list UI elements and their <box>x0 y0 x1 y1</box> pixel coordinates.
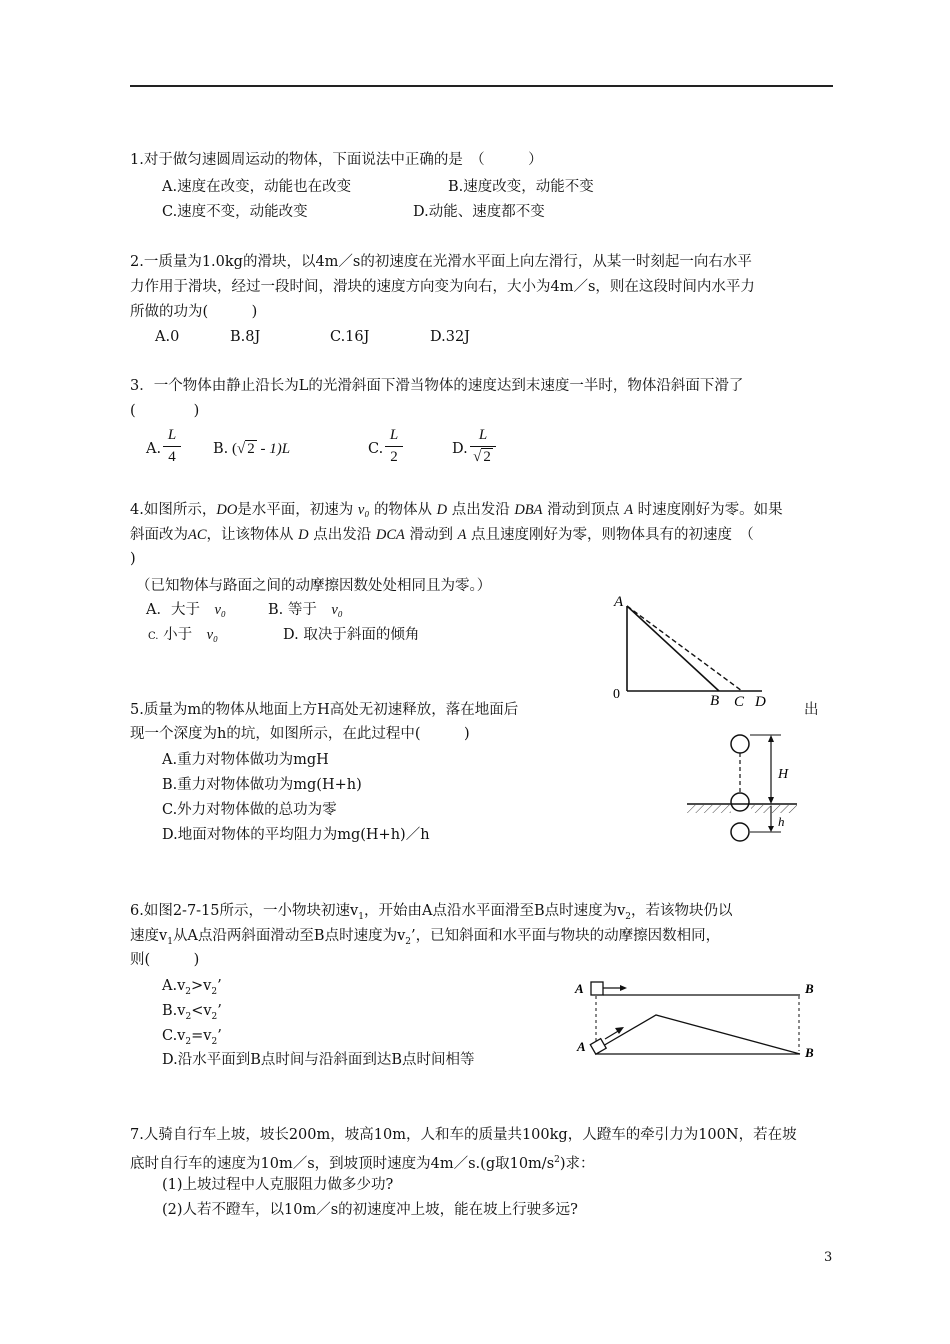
q3-option-d-radicand: 2 <box>483 449 491 465</box>
q4-line4: （已知物体与路面之间的动摩擦因数处处相同且为零。） <box>136 578 492 594</box>
q4-text: 斜面改为 <box>130 527 188 543</box>
fig-label-d: D <box>755 694 766 710</box>
fig-ball-pit <box>731 823 749 841</box>
q4-line2 <box>130 525 754 545</box>
q3-line2: ( ) <box>130 403 200 419</box>
q5-line1-tail: 出 <box>804 702 819 718</box>
q4-text: 时速度刚好为零。如果 <box>633 502 783 518</box>
q6-text: ’，已知斜面和水平面与物块的动摩擦因数相同， <box>411 928 721 944</box>
q4-text: 的物体从 <box>369 502 437 518</box>
q1-option-b: B.速度改变，动能不变 <box>448 179 594 195</box>
q3-option-c-numerator: L <box>389 427 399 443</box>
fig-ground-hatch-right <box>751 805 797 813</box>
fig-label-a-bottom: A <box>577 1039 586 1054</box>
q6-subscript: 1 <box>167 936 173 947</box>
q4-var-dba: DBA <box>514 502 543 518</box>
q4-var-d: D <box>436 502 448 518</box>
q3-option-b-label: B. <box>213 441 229 457</box>
q3-option-c-label: C. <box>368 441 384 457</box>
q6-text: C.v <box>162 1028 186 1044</box>
q7-text: 底时自行车的速度为10m／s，到坡顶时速度为4m／s.(g取10m/s <box>130 1155 555 1172</box>
q4-option-d: D. 取决于斜面的倾角 <box>283 627 420 643</box>
q1-option-a: A.速度在改变，动能也在改变 <box>162 179 352 195</box>
q3-option-d-numerator: L <box>478 427 488 443</box>
fig-incline-ac <box>627 606 742 691</box>
q3-option-a-fraction <box>163 427 181 466</box>
q4-var-dca: DCA <box>375 527 405 543</box>
q6-subscript: 1 <box>358 911 364 922</box>
q4-text: 是水平面，初速为 <box>237 502 358 518</box>
fig-label-b-top: B <box>805 981 814 996</box>
q6-subscript: 2 <box>185 986 192 997</box>
q3-option-d-denominator <box>473 449 493 466</box>
q6-text: ’ <box>217 1003 222 1019</box>
q5-line2: 现一个深度为h的坑，如图所示，在此过程中( ) <box>130 726 470 742</box>
q6-text: ，若该物块仍以 <box>631 903 733 919</box>
fig-label-b-bottom: B <box>805 1045 814 1060</box>
q7-subquestion-1: (1)上坡过程中人克服阻力做多少功? <box>162 1177 394 1193</box>
q2-line3: 所做的功为( ) <box>130 304 258 320</box>
q6-text: ，开始由A点沿水平面滑至B点时速度为v <box>363 903 626 919</box>
q6-text: A.v <box>162 978 186 994</box>
q2-option-b: B.8J <box>230 329 261 345</box>
q4-var-do: DO <box>216 502 238 518</box>
q3-line1: 3．一个物体由静止沿长为L的光滑斜面下滑当物体的速度达到末速度一半时，物体沿斜面下滑了 <box>130 378 744 394</box>
fraction-bar <box>470 446 496 447</box>
q5-line1: 5.质量为m的物体从地面上方H高处无初速释放，落在地面后 <box>130 702 519 718</box>
q4-var-a: A <box>457 527 467 543</box>
q4-text: 4.如图所示， <box>130 502 217 518</box>
fig-label-H: H <box>778 767 789 782</box>
q4-line3: ) <box>130 551 136 567</box>
q4-var-v0: v₀ <box>331 602 343 618</box>
q6-option-c <box>162 1026 222 1052</box>
fig-ground-hatch-left <box>687 805 731 813</box>
fig-arrowhead <box>615 1027 624 1034</box>
q4-option-c-letter: C. <box>148 631 159 642</box>
q7-line1: 7.人骑自行车上坡，坡长200m，坡高10m，人和车的质量共100kg，人蹬车的牵引力为100N，若在坡 <box>130 1127 797 1143</box>
q3-option-a-numerator: L <box>167 427 177 443</box>
q6-subscript: 2 <box>625 911 632 922</box>
q4-option-c <box>148 625 218 647</box>
q3-option-c-fraction <box>385 427 403 466</box>
q2-option-c: C.16J <box>330 329 370 345</box>
fig-arrowhead <box>768 797 774 804</box>
page-number: 3 <box>824 1250 833 1265</box>
q4-text: 点出发沿 <box>308 527 376 543</box>
fig-label-h: h <box>778 814 785 829</box>
q3-option-b-rest: - 1)L <box>256 441 291 457</box>
q4-incline-figure <box>600 585 780 710</box>
fig-block-slope <box>590 1039 606 1055</box>
fig-block-top <box>591 982 603 995</box>
sqrt-sign: √ <box>473 449 482 465</box>
q2-line2: 力作用于滑块，经过一段时间，滑块的速度方向变为向右，大小为4m／s，则在这段时间内水平力 <box>130 279 755 295</box>
q6-subscript: 2 <box>211 1036 218 1047</box>
q6-slope-figure <box>570 975 830 1065</box>
q6-text: =v <box>191 1028 212 1044</box>
q4-option-c-text: 小于 <box>158 627 207 643</box>
q4-text: 点出发沿 <box>447 502 515 518</box>
fraction-bar <box>163 446 181 447</box>
q6-subscript: 2 <box>405 936 411 947</box>
fig-incline-ab <box>627 606 719 691</box>
q6-text: ’ <box>217 978 222 994</box>
q6-text: 速度v <box>130 928 168 944</box>
q3-option-d-fraction <box>470 427 496 466</box>
q6-text: 从A点沿两斜面滑动至B点时速度为v <box>172 928 406 944</box>
q5-fall-figure <box>685 730 805 848</box>
q7-text: )求： <box>559 1155 595 1172</box>
q4-var-v0: v₀ <box>214 602 226 618</box>
q7-superscript: 2 <box>554 1155 560 1165</box>
q6-text: <v <box>191 1003 212 1019</box>
q4-text: 滑动到顶点 <box>542 502 625 518</box>
q4-var-d: D <box>298 527 309 543</box>
q6-line2 <box>130 926 720 952</box>
q6-text: 6.如图2-7-15所示，一小物块初速v <box>130 903 359 919</box>
q3-option-d-label: D. <box>452 441 468 457</box>
q4-text: 点且速度刚好为零，则物体具有的初速度 （ <box>466 527 754 543</box>
q3-option-c-denominator: 2 <box>390 449 398 465</box>
q1-option-c: C.速度不变，动能改变 <box>162 204 308 220</box>
q4-option-b-text: B. 等于 <box>268 602 332 618</box>
q7-line2 <box>130 1150 595 1174</box>
q3-option-b-expression <box>232 439 290 459</box>
q6-option-a <box>162 976 222 1002</box>
fig-arrowhead <box>768 735 774 742</box>
q6-text: B.v <box>162 1003 186 1019</box>
fig-label-b: B <box>710 693 720 709</box>
q6-text: ’ <box>217 1028 222 1044</box>
header-rule <box>130 85 833 87</box>
q6-line3: 则( ) <box>130 952 200 968</box>
q4-var-v0: v₀ <box>206 627 219 643</box>
fig-ball-top <box>731 735 749 753</box>
fig-ball-ground <box>731 793 749 811</box>
q6-text: >v <box>191 978 212 994</box>
q3-option-a-label: A. <box>146 441 162 457</box>
fig-label-o: 0 <box>613 687 620 702</box>
q4-var-a: A <box>624 502 634 518</box>
q3-option-b-root <box>237 440 257 457</box>
q7-subquestion-2: (2)人若不蹬车，以10m／s的初速度冲上坡，能在坡上行驶多远? <box>162 1202 578 1218</box>
q3-option-b-open-paren: ( <box>232 441 237 457</box>
q6-subscript: 2 <box>211 986 218 997</box>
q4-text: ，让该物体从 <box>206 527 299 543</box>
q4-option-a-text: A．大于 <box>146 602 215 618</box>
q6-option-d: D.沿水平面到B点时间与沿斜面到达B点时间相等 <box>162 1052 475 1068</box>
fig-label-a-top: A <box>575 981 584 996</box>
q4-option-a <box>146 600 226 620</box>
q2-option-d: D.32J <box>430 329 470 345</box>
fig-two-slopes <box>596 1015 800 1054</box>
q5-option-b: B.重力对物体做功为mg(H+h) <box>162 777 362 793</box>
q6-line1 <box>130 901 733 927</box>
q3-option-a-denominator: 4 <box>168 449 176 465</box>
q2-line1: 2.一质量为1.0kg的滑块，以4m／s的初速度在光滑水平面上向左滑行，从某一时刻起一向右水平 <box>130 254 752 270</box>
q1-option-d: D.动能、速度都不变 <box>413 204 545 220</box>
q6-subscript: 2 <box>211 1011 218 1022</box>
q6-subscript: 2 <box>185 1011 192 1022</box>
q4-var-v0: v₀ <box>357 502 370 518</box>
q5-option-d: D.地面对物体的平均阻力为mg(H+h)／h <box>162 827 430 843</box>
q2-option-a: A.0 <box>155 329 180 345</box>
q4-text: 滑动到 <box>404 527 458 543</box>
q6-option-b <box>162 1001 222 1027</box>
q4-line1 <box>130 500 783 520</box>
q5-option-a: A.重力对物体做功为mgH <box>162 752 329 768</box>
fig-label-c: C <box>734 694 745 710</box>
q3-option-b-radicand: 2 <box>247 441 255 457</box>
q4-option-b <box>268 600 343 620</box>
q4-var-ac: AC <box>188 527 207 543</box>
fraction-bar <box>385 446 403 447</box>
fig-label-a: A <box>614 594 624 610</box>
fig-arrowhead <box>768 826 774 832</box>
q5-option-c: C.外力对物体做的总功为零 <box>162 802 337 818</box>
sqrt-sign: √ <box>237 441 246 457</box>
fig-arrowhead <box>620 985 627 991</box>
q6-subscript: 2 <box>185 1036 192 1047</box>
q1-stem: 1.对于做匀速圆周运动的物体，下面说法中正确的是 （ ） <box>130 152 543 168</box>
